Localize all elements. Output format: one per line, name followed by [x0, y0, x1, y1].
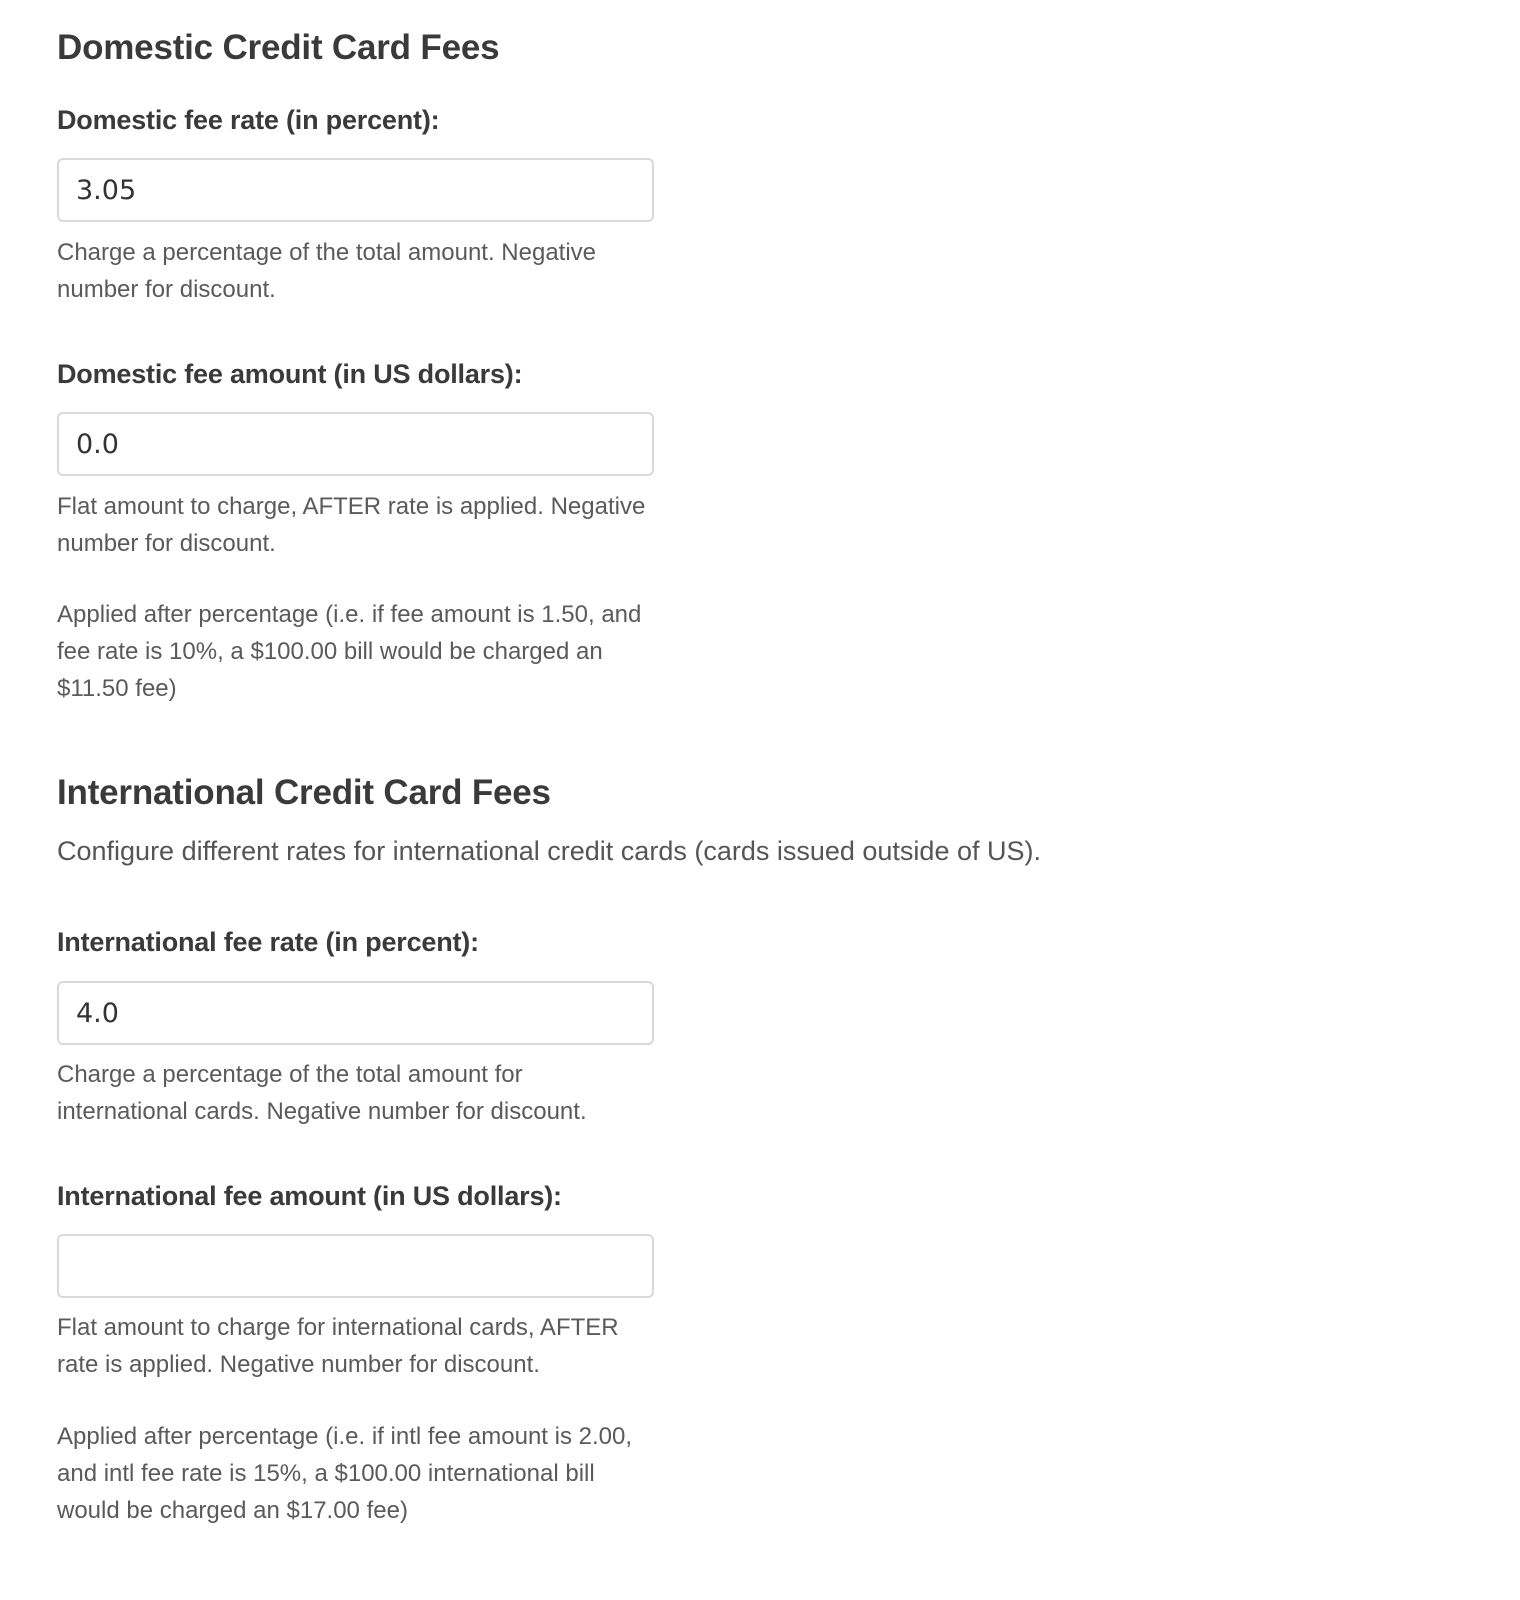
domestic-section-title: Domestic Credit Card Fees: [57, 28, 500, 67]
international-fee-amount-example: Applied after percentage (i.e. if intl fee amount is 2.00, and intl fee rate is 15%, a $100.00 international bill would be charged an $17.00 fee): [57, 1423, 633, 1524]
international-fee-amount-label: International fee amount (in US dollars):: [57, 1181, 562, 1211]
domestic-fee-rate-label: Domestic fee rate (in percent):: [57, 105, 440, 135]
domestic-fee-amount-input[interactable]: [57, 412, 654, 476]
domestic-fee-rate-input[interactable]: [57, 158, 654, 222]
international-fee-rate-label: International fee rate (in percent):: [57, 927, 479, 957]
domestic-fee-amount-example: Applied after percentage (i.e. if fee amount is 1.50, and fee rate is 10%, a $100.00 bill would be charged an $11.50 fee): [57, 601, 642, 702]
domestic-fee-rate-help: Charge a percentage of the total amount. Negative number for discount.: [57, 239, 597, 303]
international-fee-rate-help: Charge a percentage of the total amount for international cards. Negative number for discount.: [57, 1061, 587, 1125]
international-section-title: International Credit Card Fees: [57, 773, 551, 812]
international-fee-amount-help: Flat amount to charge for international cards, AFTER rate is applied. Negative number for discount.: [57, 1314, 619, 1378]
international-fee-rate-input[interactable]: [57, 981, 654, 1045]
international-section-description: Configure different rates for international credit cards (cards issued outside of US).: [57, 836, 1041, 866]
international-fee-amount-input[interactable]: [57, 1234, 654, 1298]
domestic-fee-amount-label: Domestic fee amount (in US dollars):: [57, 359, 523, 389]
domestic-fee-amount-help: Flat amount to charge, AFTER rate is applied. Negative number for discount.: [57, 493, 646, 557]
